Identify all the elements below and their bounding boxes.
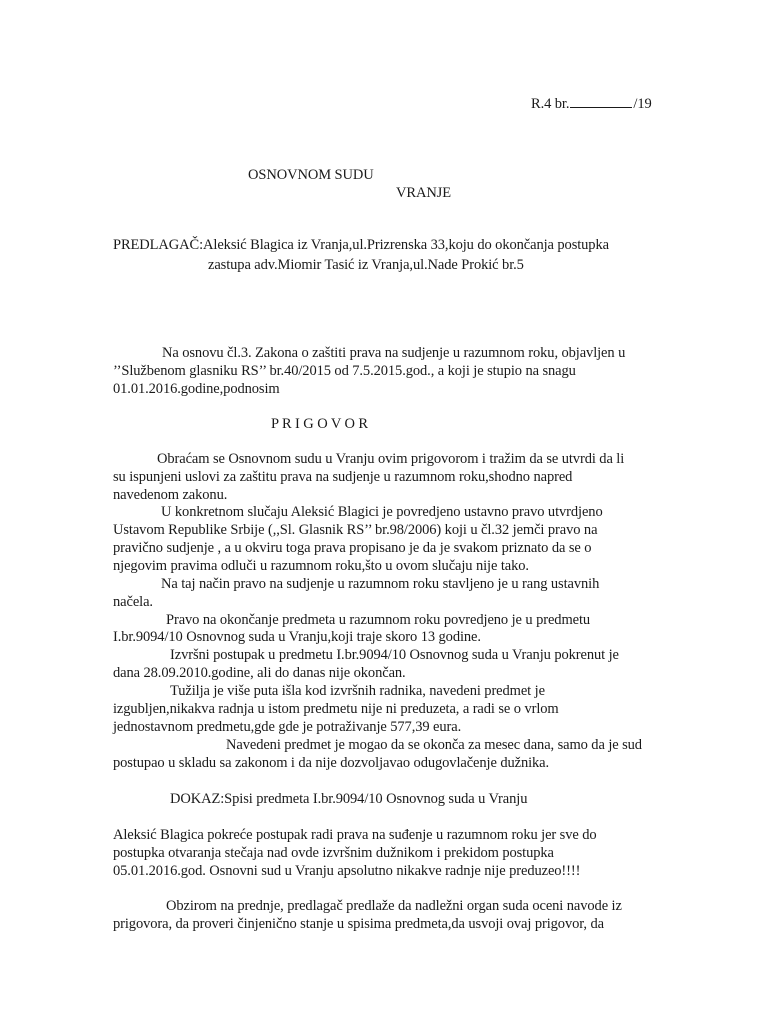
closing-line: 05.01.2016.god. Osnovni sud u Vranju apsolutno nikakve radnje nije preduzeo!!!!: [113, 863, 581, 879]
closing-line: postupka otvaranja stečaja nad ovde izvršnim dužnikom i prekidom postupka: [113, 845, 554, 861]
body-line: načela.: [113, 594, 153, 610]
case-reference-suffix: /19: [633, 96, 652, 112]
body-line: navedenom zakonu.: [113, 487, 228, 503]
representative-line: zastupa adv.Miomir Tasić iz Vranja,ul.Nade Prokić br.5: [208, 257, 524, 273]
body-line: Pravo na okončanje predmeta u razumnom roku povredjeno je u predmetu: [166, 612, 591, 628]
body-line: postupao u skladu sa zakonom i da nije dozvoljavao odugovlačenje dužnika.: [113, 755, 550, 771]
body-line: Tužilja je više puta išla kod izvršnih radnika, navedeni predmet je: [170, 683, 545, 699]
court-name: OSNOVNOM SUDU: [248, 167, 374, 183]
document-title: P R I G O V O R: [271, 416, 368, 432]
body-line: Obraćam se Osnovnom sudu u Vranju ovim prigovorom i tražim da se utvrdi da li: [157, 451, 625, 467]
closing-line: Obzirom na prednje, predlagač predlaže da nadležni organ suda oceni navode iz: [166, 898, 622, 914]
body-line: dana 28.09.2010.godine, ali do danas nije okončan.: [113, 665, 406, 681]
case-reference: [531, 94, 652, 113]
body-line: njegovim pravima odluči u razumnom roku,što u ovom slučaju nije tako.: [113, 558, 529, 574]
evidence-line: DOKAZ:Spisi predmeta I.br.9094/10 Osnovnog suda u Vranju: [170, 791, 528, 807]
petitioner-line: PREDLAGAČ:Aleksić Blagica iz Vranja,ul.Prizrenska 33,koju do okončanja postupka: [113, 237, 609, 253]
closing-line: Aleksić Blagica pokreće postupak radi prava na suđenje u razumnom roku jer sve do: [113, 827, 597, 843]
body-line: Izvršni postupak u predmetu I.br.9094/10 Osnovnog suda u Vranju pokrenut je: [170, 647, 619, 663]
intro-line: Na osnovu čl.3. Zakona o zaštiti prava na sudjenje u razumnom roku, objavljen u: [162, 345, 626, 361]
intro-line: 01.01.2016.godine,podnosim: [113, 381, 280, 397]
closing-line: prigovora, da proveri činjenično stanje u spisima predmeta,da usvoji ovaj prigovor, da: [113, 916, 604, 932]
body-line: izgubljen,nikakva radnja u istom predmetu nije ni preduzeta, a radi se o vrlom: [113, 701, 559, 717]
case-reference-prefix: R.4 br.: [531, 96, 570, 112]
body-line: Na taj način pravo na sudjenje u razumnom roku stavljeno je u rang ustavnih: [161, 576, 600, 592]
body-line: jednostavnom predmetu,gde gde je potraživanje 577,39 eura.: [113, 719, 462, 735]
body-line: pravično sudjenje , a u okviru toga prava propisano je da je svakom priznato da se o: [113, 540, 592, 556]
body-line: Navedeni predmet je mogao da se okonča za mesec dana, samo da je sud: [226, 737, 642, 753]
body-line: I.br.9094/10 Osnovnog suda u Vranju,koji traje skoro 13 godine.: [113, 629, 481, 645]
body-line: Ustavom Republike Srbije (,,Sl. Glasnik RS’’ br.98/2006) koji u čl.32 jemči pravo na: [113, 522, 598, 538]
court-city: VRANJE: [396, 185, 451, 201]
body-line: su ispunjeni uslovi za zaštitu prava na sudjenje u razumnom roku,shodno napred: [113, 469, 573, 485]
intro-line: ’’Službenom glasniku RS’’ br.40/2015 od 7.5.2015.god., a koji je stupio na snagu: [113, 363, 576, 379]
case-number-blank: [570, 94, 632, 108]
body-line: U konkretnom slučaju Aleksić Blagici je povredjeno ustavno pravo utvrdjeno: [161, 504, 603, 520]
